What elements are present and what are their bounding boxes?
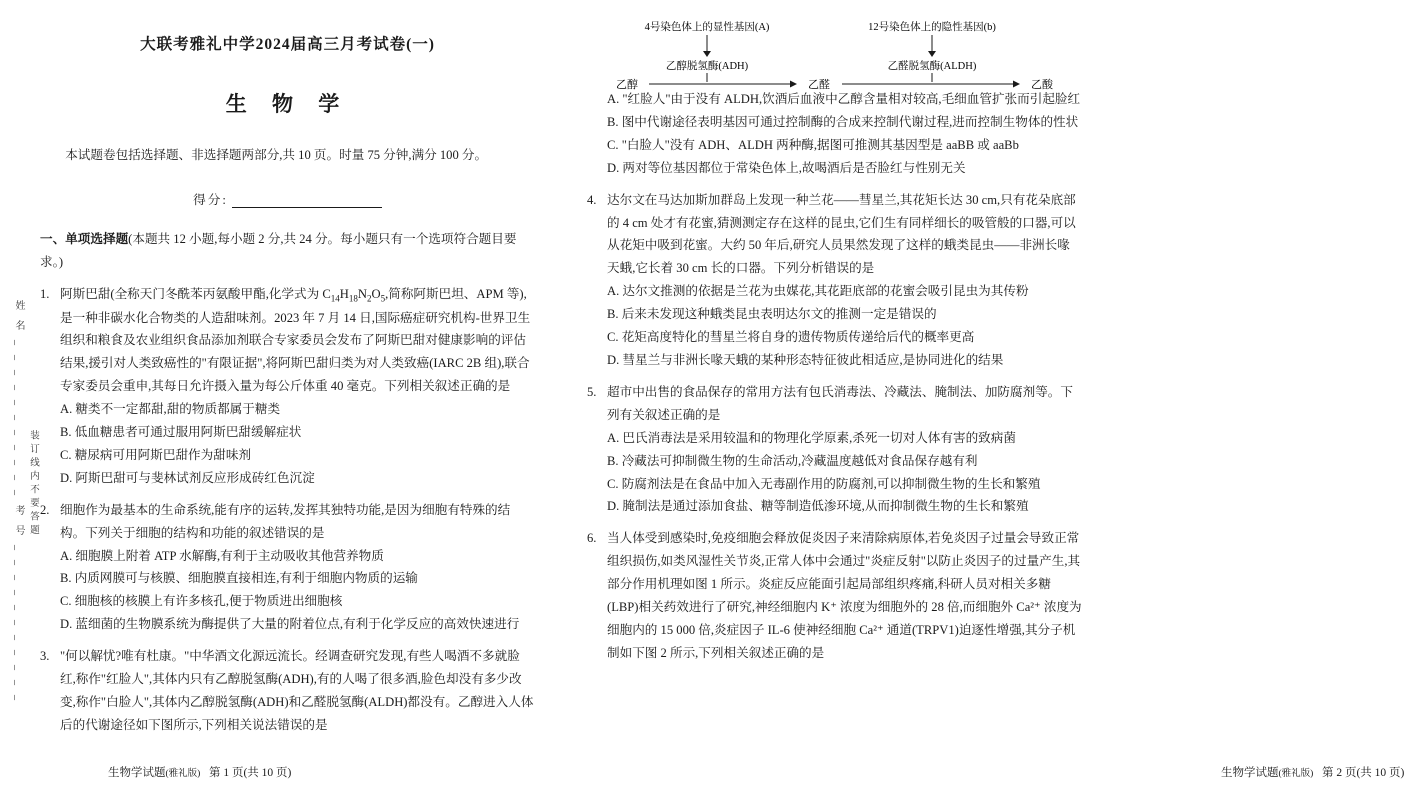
question-text-post: ,简称阿斯巴坦、APM 等),是一种非碳水化合物类的人造甜味剂。2023 年 7 月 14 日,国际癌症研究机构-世界卫生组织和粮食及农业组织食品添加剂联合专家委员会发布了阿斯巴甜对健康影响的评估结果,援引对人类致癌性的"有限证据",将阿斯巴甜归类为对人类致癌(IARC 2B 组),联合专家委员会重申,其每日允许摄入量为每公斤体重 40 毫克。下列相关叙述正确的是 [60,286,531,394]
formula-sub: 2 [366,293,372,304]
option-item: A. 细胞膜上附着 ATP 水解酶,有利于主动吸收其他营养物质 [60,548,384,563]
question-text: "何以解忧?唯有杜康。"中华酒文化源远流长。经调查研究发现,有些人喝酒不多就脸红,称作"红脸人",其体内只有乙醇脱氢酶(ADH),有的人喝了很多酒,脸色却没有多少改变,称作"白脸人",其体内乙醇脱氢酶(ADH)和乙醛脱氢酶(ALDH)都没有。乙醇进入人体后的代谢途径如下图所示,下列相关说法错误的是 [60,649,534,732]
score-line [40,189,535,208]
option-item: C. 细胞核的核膜上有许多核孔,便于物质进出细胞核 [60,594,343,609]
question-item [587,381,1082,427]
gene-label-left: 4号染色体上的显性基因(A) [644,22,770,33]
metabolite-acetaldehyde: 乙醛 [808,79,830,91]
question-item [40,645,535,737]
score-label: 得分: [193,193,228,208]
option-item: A. 巴氏消毒法是采用较温和的物理化学原素,杀死一切对人体有害的致病菌 [607,430,1016,445]
score-blank [232,193,382,208]
subject-heading: 生 物 学 [225,92,350,116]
pathway-svg [587,18,1082,94]
footer-page-number: 第 2 页(共 10 页) [1321,767,1404,779]
enzyme-label-right: 乙醛脱氢酶(ALDH) [887,61,977,72]
question-number: 5. [587,384,597,399]
option-item: C. 花矩高度特化的彗星兰将自身的遗传物质传递给后代的概率更高 [607,330,975,345]
right-page-column [561,0,1404,794]
option-item: A. "红脸人"由于没有 ALDH,饮酒后血液中乙醇含量相对较高,毛细血管扩张而引起脸红 [607,92,1081,106]
option-item: B. 后来未发现这种蛾类昆虫表明达尔文的推测一定是错误的 [607,307,937,322]
option-item: A. 糖类不一定都甜,甜的物质都属于糖类 [60,402,281,417]
option-item: D. 蓝细菌的生物膜系统为酶提供了大量的附着位点,有利于化学反应的高效快速进行 [60,617,520,632]
margin-vertical-text: 姓名___________考号___________ [13,300,24,710]
question-number: 6. [587,531,597,546]
question-item [40,283,535,399]
section-heading-part1 [40,228,535,273]
option-item: C. "白脸人"没有 ADH、ALDH 两种酶,据图可推测其基因型是 aaBB 或 aaBb [607,137,1019,152]
page-title: 大联考雅礼中学2024届高三月考试卷(一) [140,36,435,53]
option-item: B. 冷藏法可抑制微生物的生命活动,冷藏温度越低对食品保存越有利 [607,453,978,468]
exam-instructions: 本试题卷包括选择题、非选择题两部分,共 10 页。时量 75 分钟,满分 100 分。 [65,148,488,162]
question-number: 4. [587,192,597,207]
left-page-column [0,0,561,794]
section-title-note: (本题共 12 小题,每小题 2 分,共 24 分。每小题只有一个选项符合题目要求。) [40,232,517,269]
question-item [587,527,1082,664]
question-item [40,499,535,545]
option-item: B. 低血糖患者可通过服用阿斯巴甜缓解症状 [60,425,302,440]
formula-sub: 5 [380,293,386,304]
footer-subject: 生物学试题 [1221,767,1279,779]
option-item: D. 腌制法是通过添加食盐、糖等制造低渗环境,从而抑制微生物的生长和繁殖 [607,499,1029,514]
footer-subject: 生物学试题 [108,767,166,779]
option-item: B. 内质网膜可与核膜、细胞膜直接相连,有利于细胞内物质的运输 [60,571,418,586]
question-text [60,283,535,399]
question-text-pre: 阿斯巴甜(全称天门冬酰苯丙氨酸甲酯,化学式为 C [60,286,331,301]
metabolite-ethanol: 乙醇 [616,79,638,91]
question-text: 达尔文在马达加斯加群岛上发现一种兰花——彗星兰,其花矩长达 30 cm,只有花朵底部的 4 cm 处才有花蜜,猜测测定存在这样的昆虫,它们生有同样细长的吸管般的口器,可以从花矩中吸到花蜜。大约 50 年后,研究人员果然发现了这样的蛾类昆虫——非洲长喙天蛾,它长着 30 cm 长的口器。下列分析错误的是 [607,192,1076,276]
footer-edition: (雅礼版) [165,769,201,779]
enzyme-label-left: 乙醇脱氢酶(ADH) [665,61,749,72]
section-title-bold: 一、单项选择题 [40,232,129,247]
margin-vertical-note: 装订线内不要答题 [28,430,38,538]
formula-sub: 18 [348,293,358,304]
question-number: 1. [40,286,50,301]
footer-edition: (雅礼版) [1278,769,1314,779]
question-number: 3. [40,649,50,664]
question-number: 2. [40,502,50,517]
question-text: 细胞作为最基本的生命系统,能有序的运转,发挥其独特功能,是因为细胞有特殊的结构。下列关于细胞的结构和功能的叙述错误的是 [60,502,511,540]
gene-label-right: 12号染色体上的隐性基因(b) [868,22,996,33]
formula-mid: N [357,286,367,301]
question-text: 超市中出售的食品保存的常用方法有包氏消毒法、冷藏法、腌制法、加防腐剂等。下列有关叙述正确的是 [607,384,1073,422]
option-item: A. 达尔文推测的依据是兰花为虫媒花,其花距底部的花蜜会吸引昆虫为其传粉 [607,284,1029,299]
option-item: B. 图中代谢途径表明基因可通过控制酶的合成来控制代谢过程,进而控制生物体的性状 [607,114,1079,129]
formula-mid: H [339,286,349,301]
formula-sub: 14 [330,293,340,304]
option-item: C. 防腐剂法是在食品中加入无毒副作用的防腐剂,可以抑制微生物的生长和繁殖 [607,476,1041,491]
question-text: 当人体受到感染时,免疫细胞会释放促炎因子来清除病原体,若免炎因子过量会导致正常组织损伤,如类风湿性关节炎,正常人体中会通过"炎症反射"以防止炎因子的过量产生,其部分作用机理如图 1 所示。炎症反应能面引起局部组织疼痛,科研人员对相关多糖(LBP)相关药效进行了研究,神经细胞内 K⁺ 浓度为细胞外的 28 倍,而细胞外 Ca²⁺ 浓度为细胞内的 15 000 倍,炎症因子 IL-6 使神经细胞 Ca²⁺ 通道(TRPV1)迫逐性增强,其分子机制如下图 2 所示,下列相关叙述正确的是 [607,531,1082,660]
option-item: D. 两对等位基因都位于常染色体上,故喝酒后是否脸红与性别无关 [607,160,966,175]
option-item: D. 彗星兰与非洲长喙天蛾的某种形态特征彼此相适应,是协同进化的结果 [607,352,1004,367]
footer-left [108,764,291,780]
metabolism-pathway-diagram [587,18,1082,91]
formula-mid: O [371,286,381,301]
footer-right [1221,764,1404,780]
footer-page-number: 第 1 页(共 10 页) [208,767,292,779]
option-item: D. 阿斯巴甜可与斐林试剂反应形成砖红色沉淀 [60,470,315,485]
option-item: C. 糖尿病可用阿斯巴甜作为甜味剂 [60,447,252,462]
metabolite-acetic-acid: 乙酸 [1031,79,1053,91]
question-item [587,189,1082,281]
